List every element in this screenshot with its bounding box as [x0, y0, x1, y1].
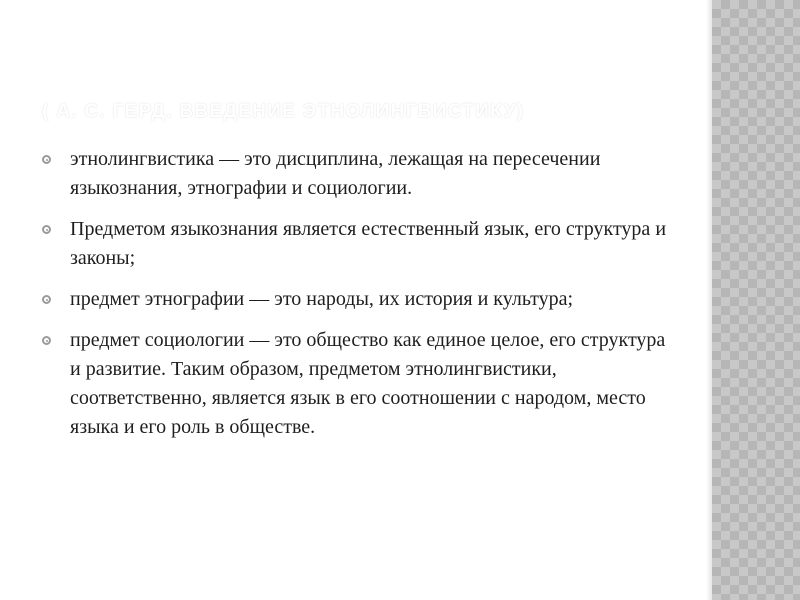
slide-title: ( А. С. ГЕРД. ВВЕДЕНИЕ ЭТНОЛИНГВИСТИКУ) — [42, 101, 525, 122]
bullet-text: предмет этнографии — это народы, их история и культура; — [70, 288, 574, 310]
circle-bullet-icon — [42, 155, 51, 164]
bullet-item — [40, 215, 680, 273]
bullet-item — [40, 145, 680, 203]
bullet-text: этнолингвистика — это дисциплина, лежащая на пересечении языкознания, этнографии и социологии. — [70, 148, 601, 199]
diamond-pattern-panel — [712, 0, 800, 600]
bullet-text: предмет социологии — это общество как единое целое, его структура и развитие. Таким образом, предметом этнолингвистики, соответственно, является язык в его соотношении с народом, место языка и его роль в обществе. — [70, 329, 666, 438]
bullet-item — [40, 326, 680, 442]
circle-bullet-icon — [42, 295, 51, 304]
bullet-item — [40, 285, 680, 314]
circle-bullet-icon — [42, 336, 51, 345]
bullet-text: Предметом языкознания является естественный язык, его структура и законы; — [70, 218, 667, 269]
bullet-list — [40, 145, 680, 454]
circle-bullet-icon — [42, 225, 51, 234]
